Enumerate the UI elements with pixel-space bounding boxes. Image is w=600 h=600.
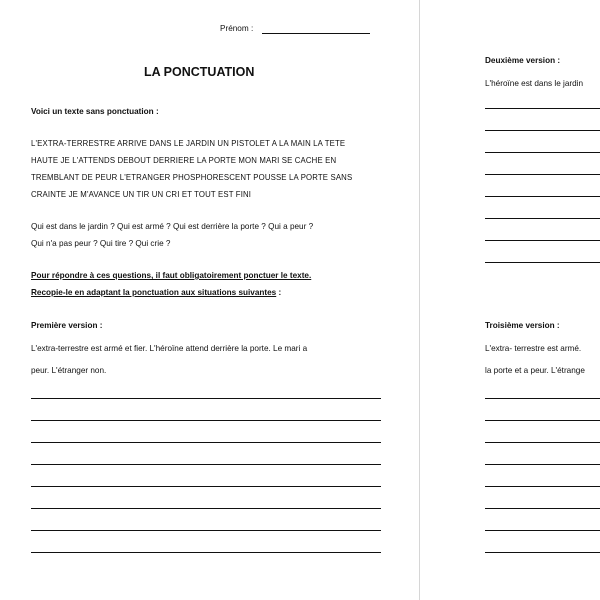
writing-line bbox=[485, 262, 600, 263]
writing-line bbox=[31, 420, 381, 421]
page-title: LA PONCTUATION bbox=[144, 65, 255, 79]
version2-text-line: L'héroïne est dans le jardin bbox=[485, 79, 584, 88]
instruction-line bbox=[31, 288, 281, 297]
writing-line bbox=[485, 196, 600, 197]
prenom-label: Prénom : bbox=[220, 24, 254, 33]
instruction-suffix: : bbox=[276, 288, 282, 297]
version3-text-line: L'extra- terrestre est armé. bbox=[485, 344, 582, 353]
caps-text-line: HAUTE JE L'ATTENDS DEBOUT DERRIERE LA PORTE MON MARI SE CACHE EN bbox=[31, 156, 337, 165]
writing-line bbox=[485, 152, 600, 153]
writing-line bbox=[485, 130, 600, 131]
writing-line bbox=[31, 530, 381, 531]
page-edge bbox=[419, 0, 420, 600]
worksheet-page-right bbox=[432, 0, 600, 600]
version1-text-line: peur. L'étranger non. bbox=[31, 366, 107, 375]
prenom-blank-line bbox=[262, 33, 370, 34]
writing-line bbox=[31, 508, 381, 509]
writing-line bbox=[485, 108, 600, 109]
writing-line bbox=[485, 486, 600, 487]
caps-text-line: TREMBLANT DE PEUR L'ETRANGER PHOSPHORESCENT POUSSE LA PORTE SANS bbox=[31, 173, 353, 182]
writing-line bbox=[485, 464, 600, 465]
caps-text-line: CRAINTE JE M'AVANCE UN TIR UN CRI ET TOUT EST FINI bbox=[31, 190, 252, 199]
writing-line bbox=[31, 442, 381, 443]
writing-line bbox=[485, 552, 600, 553]
instruction-text: Recopie-le en adaptant la ponctuation aux situations suivantes bbox=[31, 288, 277, 297]
version1-text-line: L'extra-terrestre est armé et fier. L'héroïne attend derrière la porte. Le mari a bbox=[31, 344, 308, 353]
writing-line bbox=[485, 398, 600, 399]
writing-line bbox=[31, 486, 381, 487]
version3-text-line: la porte et a peur. L'étrange bbox=[485, 366, 585, 375]
version3-heading: Troisième version : bbox=[485, 321, 560, 330]
writing-line bbox=[485, 218, 600, 219]
writing-line bbox=[485, 530, 600, 531]
intro-heading: Voici un texte sans ponctuation : bbox=[31, 107, 159, 116]
version2-heading: Deuxième version : bbox=[485, 56, 561, 65]
writing-line bbox=[485, 442, 600, 443]
version1-heading: Première version : bbox=[31, 321, 103, 330]
writing-line bbox=[485, 174, 600, 175]
caps-text-line: L'EXTRA-TERRESTRE ARRIVE DANS LE JARDIN UN PISTOLET A LA MAIN LA TETE bbox=[31, 139, 346, 148]
writing-line bbox=[31, 552, 381, 553]
question-line: Qui n'a pas peur ? Qui tire ? Qui crie ? bbox=[31, 239, 171, 248]
writing-line bbox=[31, 398, 381, 399]
instruction-line: Pour répondre à ces questions, il faut obligatoirement ponctuer le texte. bbox=[31, 271, 312, 280]
writing-line bbox=[31, 464, 381, 465]
writing-line bbox=[485, 240, 600, 241]
page-gap bbox=[420, 0, 432, 600]
question-line: Qui est dans le jardin ? Qui est armé ? Qui est derrière la porte ? Qui a peur ? bbox=[31, 222, 314, 231]
writing-line bbox=[485, 420, 600, 421]
writing-line bbox=[485, 508, 600, 509]
